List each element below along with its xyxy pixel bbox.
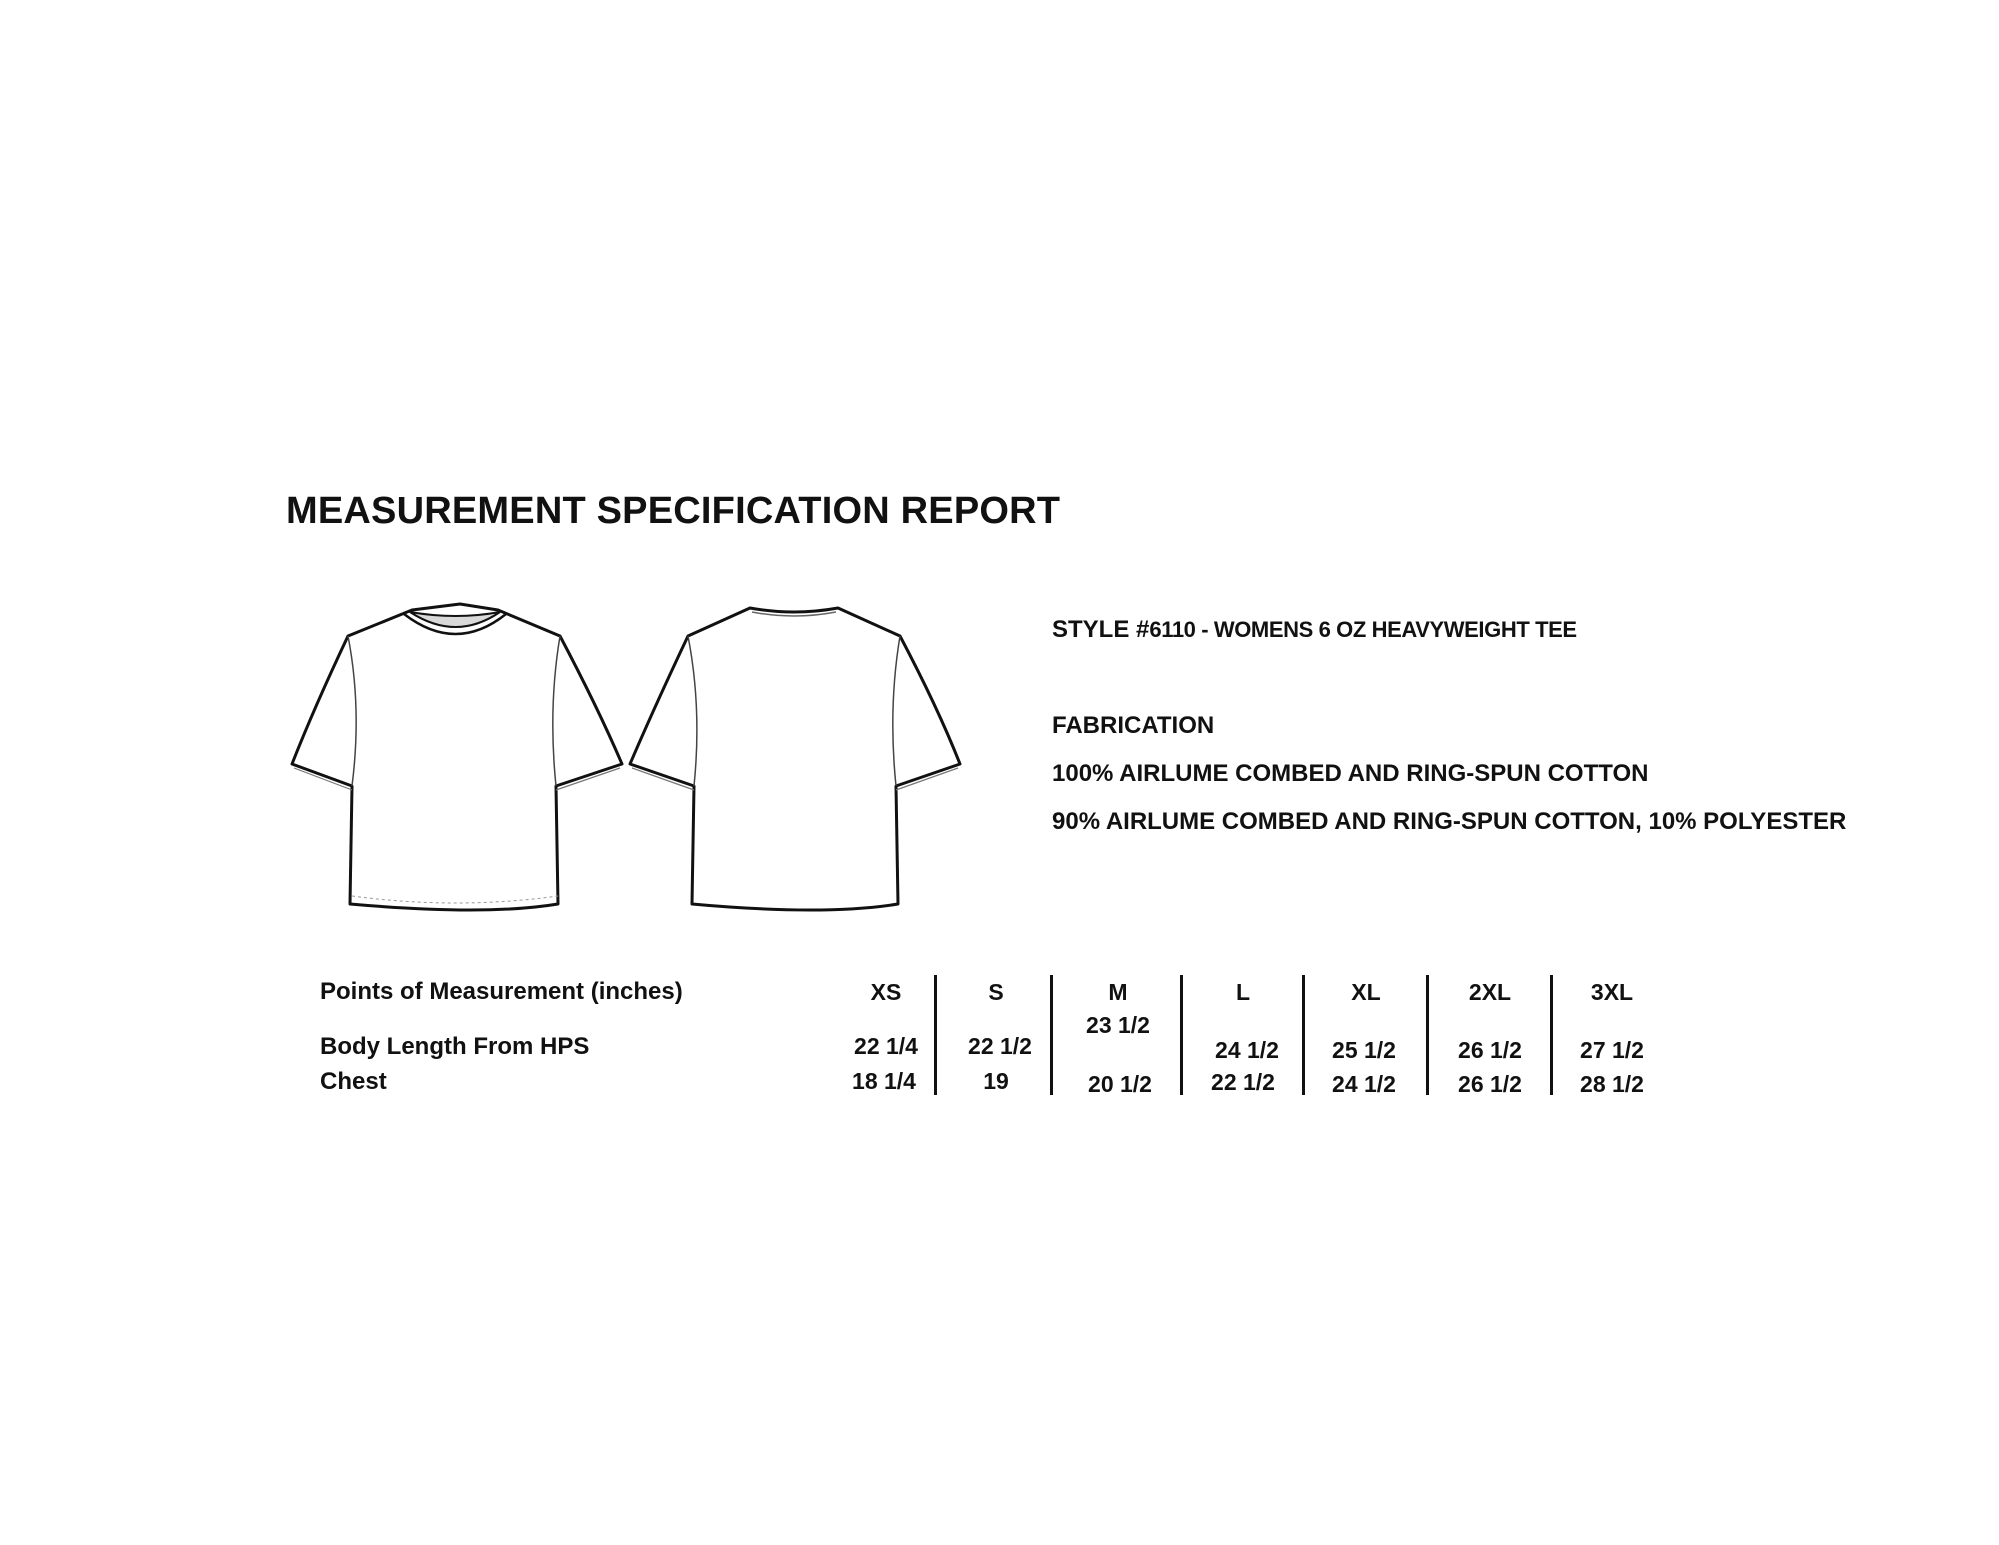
style-name: 6110 - WOMENS 6 OZ HEAVYWEIGHT TEE: [1149, 617, 1577, 642]
size-header-xl: XL: [1351, 979, 1381, 1005]
chest-3xl: 28 1/2: [1580, 1071, 1644, 1097]
column-divider: [1302, 975, 1305, 1095]
chest-l: 22 1/2: [1211, 1069, 1275, 1095]
size-header-2xl: 2XL: [1468, 979, 1512, 1005]
table-header-label: Points of Measurement (inches): [320, 978, 683, 1005]
row-label-chest: Chest: [320, 1068, 387, 1095]
chest-xs: 18 1/4: [852, 1068, 916, 1094]
body-length-xl: 25 1/2: [1332, 1037, 1396, 1063]
body-length-2xl: 26 1/2: [1458, 1037, 1522, 1063]
body-length-l: 24 1/2: [1215, 1037, 1279, 1063]
body-length-xs: 22 1/4: [854, 1033, 918, 1059]
body-length-m: 23 1/2: [1086, 1012, 1150, 1038]
size-header-s: S: [988, 979, 1004, 1005]
size-header-3xl: 3XL: [1590, 979, 1634, 1005]
chest-m: 20 1/2: [1088, 1071, 1152, 1097]
size-header-m: M: [1108, 979, 1128, 1005]
chest-xl: 24 1/2: [1332, 1071, 1396, 1097]
fabrication-line-1: 100% AIRLUME COMBED AND RING-SPUN COTTON: [1052, 760, 1649, 787]
column-divider: [1050, 975, 1053, 1095]
style-line: [1052, 616, 1577, 644]
fabrication-title: FABRICATION: [1052, 712, 1215, 739]
chest-2xl: 26 1/2: [1458, 1071, 1522, 1097]
tshirt-front-icon: [286, 598, 626, 918]
tshirt-back-icon: [624, 598, 964, 918]
chest-s: 19: [983, 1068, 1009, 1094]
column-divider: [1426, 975, 1429, 1095]
column-divider: [1180, 975, 1183, 1095]
row-label-body-length: Body Length From HPS: [320, 1033, 590, 1060]
report-title: MEASUREMENT SPECIFICATION REPORT: [286, 490, 1061, 532]
size-header-xs: XS: [870, 979, 902, 1005]
column-divider: [1550, 975, 1553, 1095]
fabrication-line-2: 90% AIRLUME COMBED AND RING-SPUN COTTON, 10% POLYESTER: [1052, 808, 1847, 835]
size-header-l: L: [1235, 979, 1251, 1005]
body-length-3xl: 27 1/2: [1580, 1037, 1644, 1063]
body-length-s: 22 1/2: [968, 1033, 1032, 1059]
column-divider: [934, 975, 937, 1095]
style-prefix: STYLE #: [1052, 616, 1150, 643]
